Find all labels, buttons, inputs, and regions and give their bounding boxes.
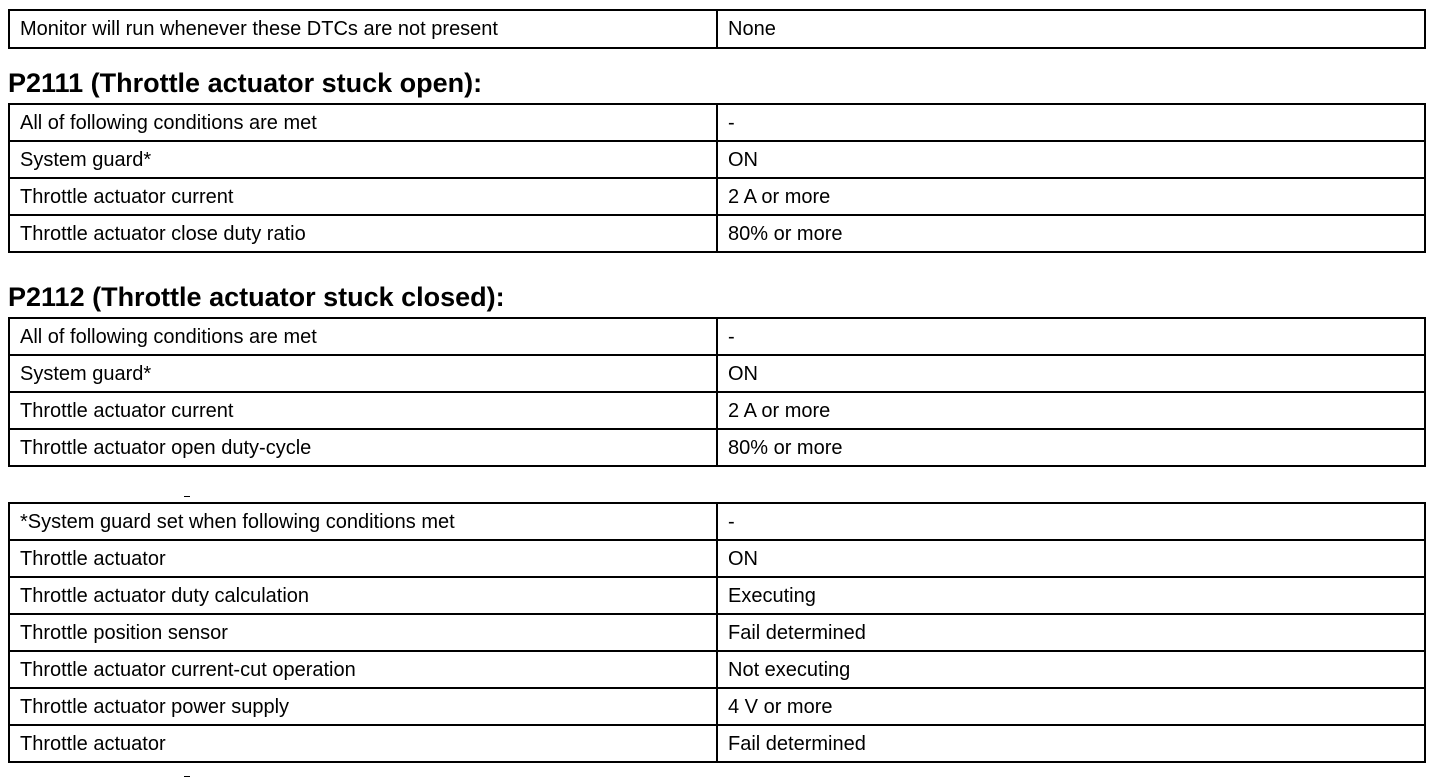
value-cell: None [717, 10, 1425, 48]
value-cell: - [717, 104, 1425, 141]
condition-cell: Throttle position sensor [9, 614, 717, 651]
value-cell: Not executing [717, 651, 1425, 688]
condition-cell: Monitor will run whenever these DTCs are not present [9, 10, 717, 48]
system-guard-conditions-table [8, 502, 1426, 763]
condition-cell: Throttle actuator close duty ratio [9, 215, 717, 252]
table-row [9, 429, 1425, 466]
condition-cell: Throttle actuator duty calculation [9, 577, 717, 614]
table-row [9, 725, 1425, 762]
value-cell: Fail determined [717, 614, 1425, 651]
p2112-conditions-table [8, 317, 1426, 467]
value-cell: - [717, 318, 1425, 355]
value-cell: Fail determined [717, 725, 1425, 762]
condition-cell: All of following conditions are met [9, 104, 717, 141]
condition-cell: System guard* [9, 141, 717, 178]
value-cell: 2 A or more [717, 392, 1425, 429]
table-row [9, 392, 1425, 429]
condition-cell: All of following conditions are met [9, 318, 717, 355]
value-cell: - [717, 503, 1425, 540]
table-row [9, 10, 1425, 48]
table-row [9, 215, 1425, 252]
condition-cell: Throttle actuator power supply [9, 688, 717, 725]
table-row [9, 540, 1425, 577]
table-row [9, 104, 1425, 141]
condition-cell: Throttle actuator open duty-cycle [9, 429, 717, 466]
condition-cell: Throttle actuator [9, 540, 717, 577]
value-cell: 2 A or more [717, 178, 1425, 215]
condition-cell: Throttle actuator current-cut operation [9, 651, 717, 688]
p2111-heading: P2111 (Throttle actuator stuck open): [8, 68, 483, 98]
condition-cell: Throttle actuator current [9, 392, 717, 429]
value-cell: ON [717, 355, 1425, 392]
table-row [9, 688, 1425, 725]
value-cell: ON [717, 540, 1425, 577]
condition-cell: System guard* [9, 355, 717, 392]
table-row [9, 355, 1425, 392]
table-row [9, 651, 1425, 688]
value-cell: 4 V or more [717, 688, 1425, 725]
condition-cell: Throttle actuator [9, 725, 717, 762]
table-row [9, 141, 1425, 178]
dtc-precondition-table [8, 9, 1426, 49]
table-row [9, 178, 1425, 215]
table-row [9, 503, 1425, 540]
value-cell: Executing [717, 577, 1425, 614]
table-row [9, 577, 1425, 614]
condition-cell: *System guard set when following conditions met [9, 503, 717, 540]
divider-mark [184, 776, 190, 777]
p2112-heading: P2112 (Throttle actuator stuck closed): [8, 282, 505, 312]
value-cell: 80% or more [717, 215, 1425, 252]
condition-cell: Throttle actuator current [9, 178, 717, 215]
p2111-conditions-table [8, 103, 1426, 253]
value-cell: 80% or more [717, 429, 1425, 466]
divider-mark [184, 496, 190, 497]
table-row [9, 614, 1425, 651]
value-cell: ON [717, 141, 1425, 178]
table-row [9, 318, 1425, 355]
